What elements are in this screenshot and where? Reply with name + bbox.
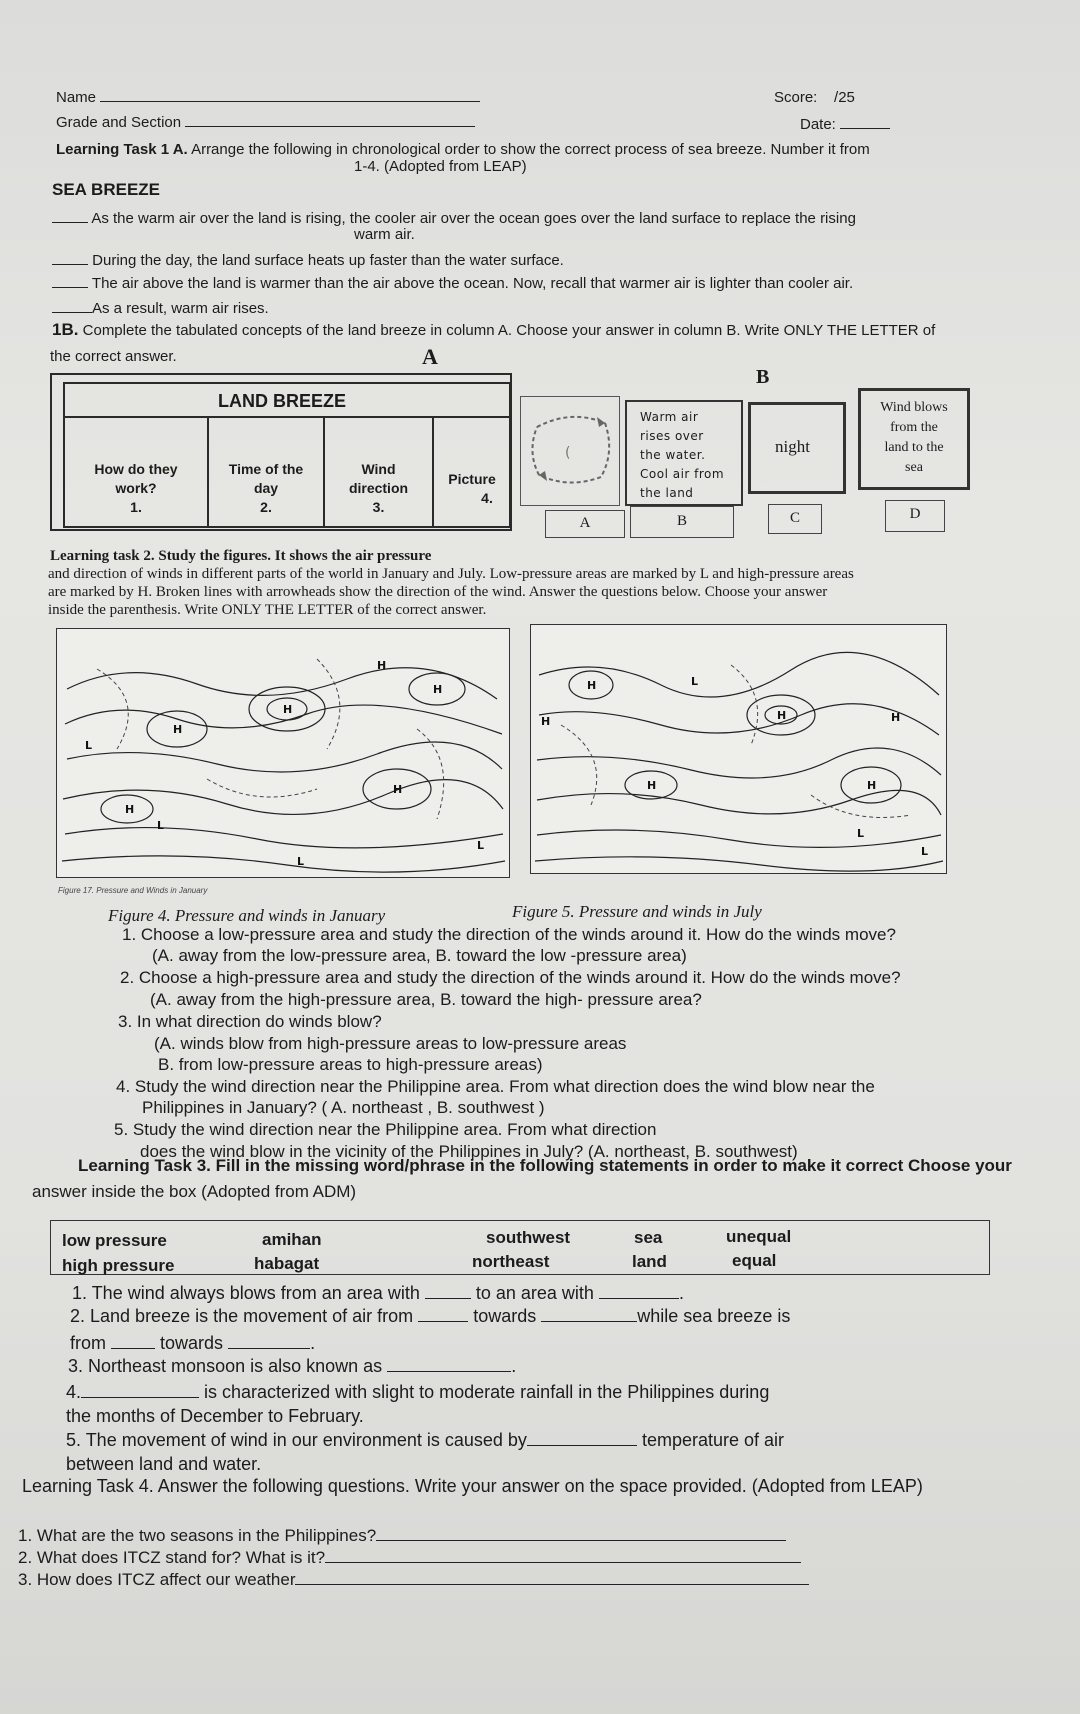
sea-breeze-item-1: As the warm air over the land is rising, the cooler air over the ocean goes over the land surface to replace the rising xyxy=(52,210,856,227)
word-low-pressure: low pressure xyxy=(62,1231,167,1250)
sea-breeze-item-2: During the day, the land surface heats up faster than the water surface. xyxy=(52,252,564,269)
choice-c-label: C xyxy=(789,510,800,526)
task4-question-1: 1. What are the two seasons in the Philippines? xyxy=(18,1526,786,1546)
sea-breeze-item-4: As a result, warm air rises. xyxy=(52,300,269,317)
score-value: /25 xyxy=(834,89,855,106)
word-sea: sea xyxy=(634,1228,663,1247)
task2-question-3: 3. In what direction do winds blow? xyxy=(118,1012,382,1031)
task1a-instruction-2: 1-4. (Adopted from LEAP) xyxy=(354,158,527,175)
svg-text:H: H xyxy=(393,783,403,796)
svg-text:L: L xyxy=(157,819,165,832)
choice-b-text: Warm air rises over the water. Cool air from the land xyxy=(640,410,725,500)
choice-d-label: D xyxy=(909,506,921,522)
svg-text:L: L xyxy=(297,855,305,868)
svg-text:H: H xyxy=(433,683,443,696)
col-how-they-work: How do they work? 1. xyxy=(94,461,178,515)
svg-text:H: H xyxy=(891,711,901,724)
task2-line-2: and direction of winds in different parts of the world in January and July. Low-pressure areas are marked by L and high-pressure areas xyxy=(48,566,854,582)
task1a-instruction: Learning Task 1 A. Arrange the following in chronological order to show the correct process of sea breeze. Number it from xyxy=(56,141,870,158)
task4-question-2: 2. What does ITCZ stand for? What is it? xyxy=(18,1548,801,1568)
task2-question-3-choice-a: (A. winds blow from high-pressure areas to low-pressure areas xyxy=(154,1034,627,1053)
svg-text:(: ( xyxy=(565,445,571,461)
task2-line-1: Learning task 2. Study the figures. It shows the air pressure xyxy=(50,548,432,564)
task3-item-4-cont: the months of December to February. xyxy=(66,1406,364,1426)
task4-instruction: Learning Task 4. Answer the following questions. Write your answer on the space provided. (Adopted from LEAP) xyxy=(22,1476,923,1496)
task2-line-4: inside the parenthesis. Write ONLY THE LETTER of the correct answer. xyxy=(48,602,487,618)
word-unequal: unequal xyxy=(726,1227,792,1246)
grade-section-label: Grade and Section xyxy=(56,114,475,131)
svg-text:L: L xyxy=(921,845,929,858)
choice-d-text: Wind blows from the land to the sea xyxy=(880,400,948,475)
date-label: Date: xyxy=(800,116,890,133)
figure-17-caption: Figure 17. Pressure and Winds in January xyxy=(58,886,208,895)
word-land: land xyxy=(632,1252,667,1271)
col-wind-direction: Wind direction 3. xyxy=(348,461,409,515)
task1b-instruction-2: the correct answer. xyxy=(50,348,177,365)
column-a-label: A xyxy=(422,344,438,369)
task2-question-5: 5. Study the wind direction near the Philippine area. From what direction xyxy=(114,1120,657,1139)
col-time-of-day: Time of the day 2. xyxy=(228,461,304,515)
svg-text:H: H xyxy=(541,715,551,728)
svg-text:H: H xyxy=(647,779,657,792)
task3-item-5: 5. The movement of wind in our environment is caused by temperature of air xyxy=(66,1430,785,1450)
january-pressure-map xyxy=(56,628,510,878)
score-label: Score: /25 xyxy=(774,89,855,106)
word-equal: equal xyxy=(732,1251,777,1270)
task2-question-5-cont: does the wind blow in the vicinity of the Philippines in July? (A. northeast, B. southwest) xyxy=(140,1142,798,1161)
task4-question-3: 3. How does ITCZ affect our weather xyxy=(18,1570,809,1590)
task2-question-1-choices: (A. away from the low-pressure area, B. toward the low -pressure area) xyxy=(152,946,687,965)
figure-5-caption: Figure 5. Pressure and winds in July xyxy=(512,902,762,921)
svg-text:H: H xyxy=(587,679,597,692)
task2-question-4-cont: Philippines in January? ( A. northeast , B. southwest ) xyxy=(142,1098,545,1117)
svg-text:L: L xyxy=(691,675,699,688)
choice-c-text: night xyxy=(775,437,810,456)
task2-line-3: are marked by H. Broken lines with arrowheads show the direction of the wind. Answer the questions below. Choose your answer xyxy=(48,584,828,600)
land-breeze-circulation-icon xyxy=(521,397,619,505)
word-habagat: habagat xyxy=(254,1254,320,1273)
svg-text:H: H xyxy=(283,703,293,716)
choice-b-label: B xyxy=(676,513,687,529)
svg-text:H: H xyxy=(377,659,387,672)
svg-text:L: L xyxy=(477,839,485,852)
task2-question-1: 1. Choose a low-pressure area and study the direction of the winds around it. How do the winds move? xyxy=(122,925,896,944)
task2-question-4: 4. Study the wind direction near the Philippine area. From what direction does the wind blow near the xyxy=(116,1077,875,1096)
sea-breeze-heading: SEA BREEZE xyxy=(52,180,161,199)
choice-a-label: A xyxy=(579,515,591,531)
task3-item-5-cont: between land and water. xyxy=(66,1454,262,1474)
word-amihan: amihan xyxy=(262,1230,322,1249)
task3-instruction-2: answer inside the box (Adopted from ADM) xyxy=(32,1182,357,1201)
svg-text:H: H xyxy=(777,709,787,722)
task3-item-4: 4. is characterized with slight to moderate rainfall in the Philippines during xyxy=(66,1382,770,1402)
task3-item-1: 1. The wind always blows from an area with to an area with . xyxy=(72,1283,684,1303)
task3-item-3: 3. Northeast monsoon is also known as . xyxy=(68,1356,517,1376)
column-b-label: B xyxy=(756,366,770,388)
task1b-instruction: 1B. Complete the tabulated concepts of the land breeze in column A. Choose your answer in column B. Write ONLY THE LETTER of xyxy=(52,320,936,339)
word-northeast: northeast xyxy=(472,1252,550,1271)
svg-text:L: L xyxy=(85,739,93,752)
task3-instruction: Learning Task 3. Fill in the missing word/phrase in the following statements in order to make it correct Choose your xyxy=(78,1156,1012,1175)
svg-text:H: H xyxy=(867,779,877,792)
land-breeze-title: LAND BREEZE xyxy=(218,391,347,411)
svg-text:H: H xyxy=(125,803,135,816)
task3-item-2-cont: from towards . xyxy=(70,1333,316,1353)
name-label: Name xyxy=(56,89,480,106)
svg-text:H: H xyxy=(173,723,183,736)
task2-question-3-choice-b: B. from low-pressure areas to high-pressure areas) xyxy=(158,1055,543,1074)
sea-breeze-item-3: The air above the land is warmer than the air above the ocean. Now, recall that warmer air is lighter than cooler air. xyxy=(52,275,853,292)
july-pressure-map xyxy=(530,624,947,874)
sea-breeze-item-1-cont: warm air. xyxy=(354,226,415,243)
svg-text:L: L xyxy=(857,827,865,840)
figure-4-caption: Figure 4. Pressure and winds in January xyxy=(108,906,386,925)
task2-question-2-choices: (A. away from the high-pressure area, B. toward the high- pressure area? xyxy=(150,990,702,1009)
word-high-pressure: high pressure xyxy=(62,1256,175,1275)
task3-item-2: 2. Land breeze is the movement of air from towards while sea breeze is xyxy=(70,1306,791,1326)
word-southwest: southwest xyxy=(486,1228,571,1247)
col-picture: Picture 4. xyxy=(448,471,496,506)
choice-a-picture xyxy=(520,396,620,506)
task2-question-2: 2. Choose a high-pressure area and study the direction of the winds around it. How do the winds move? xyxy=(120,968,901,987)
